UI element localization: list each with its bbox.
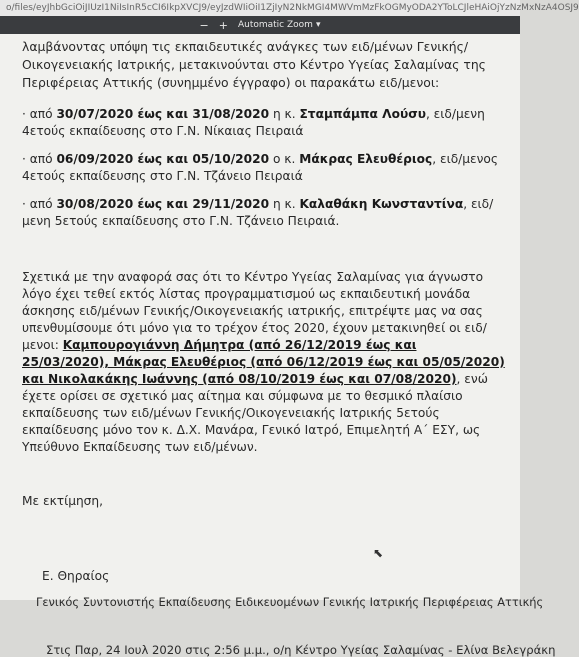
assignment-item: · από 30/07/2020 έως και 31/08/2020 η κ. Σταμπάμπα Λούσυ, ειδ/μενη 4ετούς εκπαίδευσης στο Γ.Ν. Νίκαιας Πειραιά [22,107,485,138]
assignment-item: · από 06/09/2020 έως και 05/10/2020 ο κ. Μάκρας Ελευθέριος, ειδ/μενος 4ετούς εκπαίδευσης στο Γ.Ν. Τζάνειο Πειραιά [22,152,499,183]
intro-paragraph: λαμβάνοντας υπόψη τις εκπαιδευτικές ανάγκες των ειδ/μένων Γενικής/Οικογενειακής Ιατρικής, μετακινούνται στο Κέντρο Υγείας Σαλαμίνας της Περιφέρειας Αττικής (συνημμένο έγγραφο) οι παρακάτω ειδ/μενοι: [22,39,486,90]
signer-name: Ε. Θηραίος [42,569,110,583]
pdf-toolbar [0,16,520,34]
reply-paragraph: Σχετικά με την αναφορά σας ότι το Κέντρο Υγείας Σαλαμίνας για άγνωστο λόγο έχει τεθεί εκτός λίστας προγραμματισμού ως εκπαιδευτική μονάδα άσκησης ειδ/μένων Γενικής/Οικογενειακής ιατρικής, επιτρέψτε μας να σας υπενθυμίσουμε ότι μόνο για το τρέχον έτος 2020, έχουν μετακινηθεί οι ειδ/μενοι: Καμπουρογιάννη Δήμητρα (από 26/12/2019 έως και 25/03/2020), Μάκρας Ελευθέριος (από 06/12/2019 έως και 05/05/2020) και Νικολακάκης Ιωάννης (από 08/10/2019 έως και 07/08/2020), ενώ έχετε ορίσει σε σχετικό μας αίτημα και σύμφωνα με το θεσμικό πλαίσιο εκπαίδευσης των ειδ/μένων Γενικής/Οικογενειακής Ιατρικής 5ετούς εκπαίδευσης μόνο τον κ. Δ.Χ. Μανάρα, Γενικό Ιατρό, Επιμελητή Α΄ ΕΣΥ, ως Υπεύθυνο Εκπαίδευσης των ειδ/μένων. [22,270,505,454]
highlighted-residents: Καμπουρογιάννη Δήμητρα (από 26/12/2019 έως και 25/03/2020), Μάκρας Ελευθέριος (από 06/12/2019 έως και 05/05/2020) και Νικολακάκης Ιωάννης (από 08/10/2019 έως και 07/08/2020) [22,338,505,386]
document-page [0,34,556,657]
signer-title: Γενικός Συντονιστής Εκπαίδευσης Ειδικευομένων Γενικής Ιατρικής Περιφέρειας Αττικής [36,595,544,609]
assignment-list [22,106,506,230]
email-quote-header: Στις Παρ, 24 Ιουλ 2020 στις 2:56 μ.μ., ο/η Κέντρο Υγείας Σαλαμίνας - Ελίνα Βελεγράκη [46,643,556,657]
sign-off: Με εκτίμηση, [22,494,104,508]
zoom-in-button[interactable]: + [218,18,228,32]
mouse-cursor-icon: ⬉ [373,546,384,560]
chevron-down-icon: ▾ [315,20,321,30]
zoom-out-button[interactable]: − [199,18,209,32]
assignment-item: · από 30/08/2020 έως και 29/11/2020 η κ. Καλαθάκη Κωνσταντίνα, ειδ/μενη 5ετούς εκπαίδευσης στο Γ.Ν. Τζάνειο Πειραιά. [22,197,494,228]
address-bar[interactable]: o/files/eyJhbGciOiJIUzI1NiIsInR5cCI6IkpXVCJ9/eyJzdWIiOiI1ZjIyN2NkMGI4MWVmMzFkOGMyODA2YToLCJleHAiOjYzNzMxNzA4OSJ9 [0,0,520,16]
zoom-select-label: Automatic Zoom [237,20,313,30]
zoom-select[interactable] [238,20,321,30]
